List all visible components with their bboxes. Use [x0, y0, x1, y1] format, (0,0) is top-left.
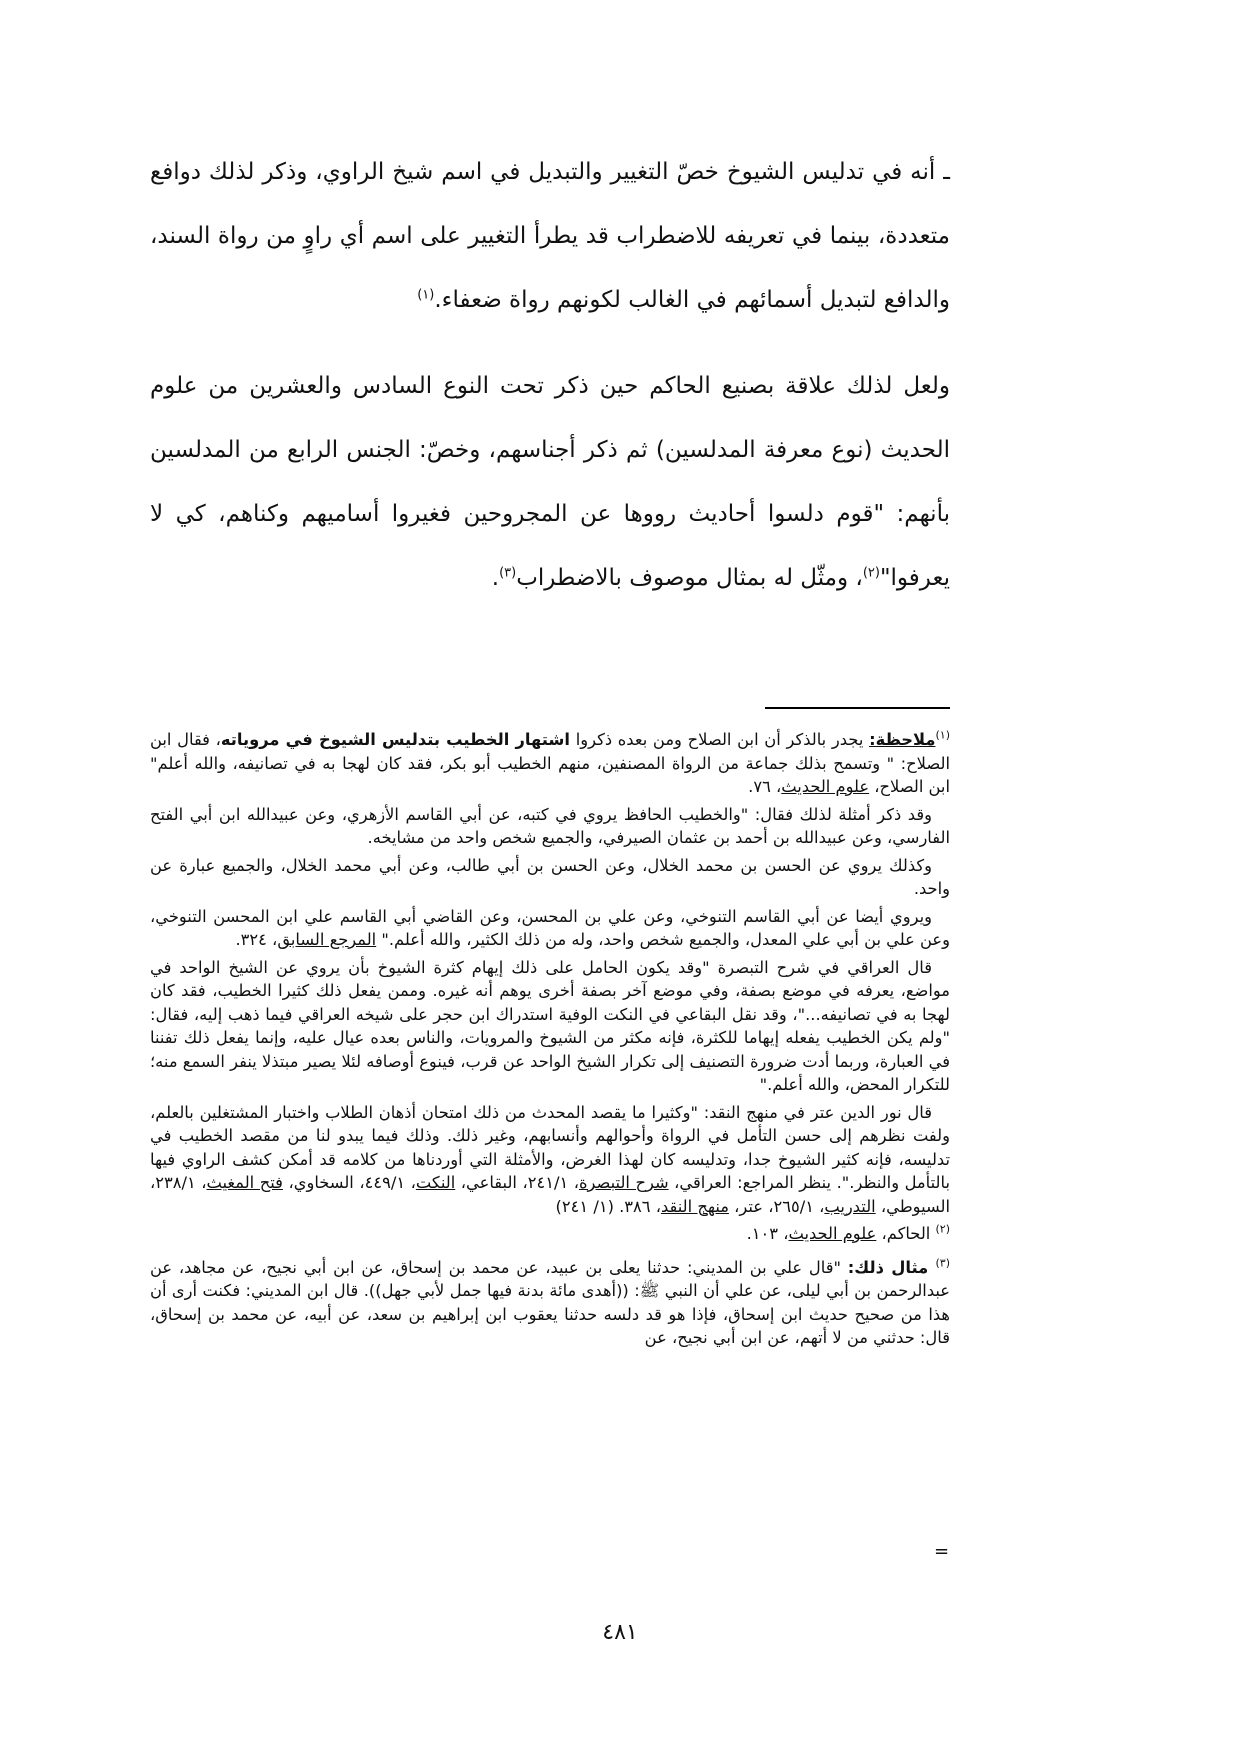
footnote-1-para-5: قال العراقي في شرح التبصرة "وقد يكون الحامل على ذلك إيهام كثرة الشيوخ بأن يروي عن الشيخ الواحد في مواضع، يعرفه في موضع بصفة، وفي موضع آخر بصفة أخرى يوهم أنه غيره. وممن يفعل ذلك كثيرا الخطيب، فقد كان لهجا به في تصانيفه..."، وقد نقل البقاعي في النكت الوفية استدراك ابن حجر على شيخه العراقي فيما ذهب إليه، فقال: "ولم يكن الخطيب يفعله إيهاما للكثرة، فإنه مكثر من الشيوخ والمرويات، والناس بعده عيال عليه، وإنما يفعل ذلك تفننا في العبارة، وربما أدت ضرورة التصنيف إلى تكرار الشيخ الواحد عن قرب، فينوع أوصافه لئلا يصير مبتذلا ينفر السمع منه؛ للتكرار المحض، والله أعلم.": [150, 957, 950, 1094]
footnote-1-para-6: [150, 1101, 950, 1219]
paragraph-1-text: ـ أنه في تدليس الشيوخ خصّ التغيير والتبديل في اسم شيخ الراوي، وذكر لذلك دوافع متعددة، بينما في تعريفه للاضطراب قد يطرأ التغيير على اسم أي راوٍ من رواة السند، والدافع لتبديل أسمائهم في الغالب لكونهم رواة ضعفاء.: [150, 159, 950, 313]
main-text: [150, 140, 950, 610]
footnote-ref-3[interactable]: (٣): [499, 565, 517, 581]
footnote-1-para-6-d: ، ٢٣٨/١، السيوطي،: [150, 1173, 950, 1216]
footnote-2-text: الحاكم،: [876, 1224, 936, 1243]
footnote-1-para-4: [150, 905, 950, 952]
footnotes: [150, 728, 950, 1354]
footnote-1-source: علوم الحديث: [781, 777, 870, 796]
footnote-1-para-6-b: ، ٢٤١/١، البقاعي،: [455, 1173, 579, 1192]
footnote-1-para-6-text: قال نور الدين عتر في منهج النقد: "وكثيرا ما يقصد المحدث من ذلك امتحان أذهان الطلاب واختبار المشتغلين بالعلم، ولفت نظرهم إلى حسن التأمل في الرواة وأحوالهم وأنسابهم، وغير ذلك. وذلك فيما يبدو لنا من مقصد الخطيب في تدليسه، فإنه كثير الشيوخ جدا، وتدليسه كان لهذا الغرض، والأمثلة التي أوردناها من كلامه قد أمكن كشف الراوي فيها بالتأمل والنظر.". ينظر المراجع: العراقي،: [150, 1102, 950, 1192]
footnote-2-source: علوم الحديث: [788, 1224, 877, 1243]
paragraph-2-tail: ، ومثّل له بمثال موصوف بالاضطراب: [516, 565, 863, 591]
footnote-1-bold: اشتهار الخطيب بتدليس الشيوخ في مروياته: [220, 730, 570, 749]
footnote-ref-1[interactable]: (١): [417, 287, 435, 303]
page-number: ٤٨١: [602, 1620, 638, 1645]
paragraph-2-text: ولعل لذلك علاقة بصنيع الحاكم حين ذكر تحت النوع السادس والعشرين من علوم الحديث (نوع معرفة المدلسين) ثم ذكر أجناسهم، وخصّ: الجنس الرابع من المدلسين بأنهم: "قوم دلسوا أحاديث رووها عن المجروحين فغيروا أساميهم وكناهم، كي لا يعرفوا": [150, 373, 950, 591]
reference-alnukat: النكت: [415, 1173, 456, 1192]
footnote-2-end: ، ١٠٣.: [746, 1224, 789, 1243]
footnote-ref-2[interactable]: (٢): [862, 565, 880, 581]
reference-sharh-altabsira: شرح التبصرة: [579, 1173, 669, 1192]
footnote-1-end: ، ٧٦.: [748, 777, 782, 796]
footnote-1-para-4-source: المرجع السابق: [277, 930, 377, 949]
footnote-1-label: ملاحظة:: [869, 730, 936, 749]
footnote-1-para-6-c: ، ٤٤٩/١، السخاوي،: [282, 1173, 416, 1192]
reference-altadrib: التدريب: [824, 1196, 876, 1216]
continuation-mark: =: [934, 1541, 950, 1562]
footnote-1-text-a: يجدر بالذكر أن ابن الصلاح ومن بعده ذكروا: [570, 730, 870, 749]
footnote-3-text: "قال علي بن المديني: حدثنا يعلى بن عبيد، عن محمد بن إسحاق، عن ابن أبي نجيح، عن مجاهد، عن عبدالرحمن بن أبي ليلى، عن علي أن النبي ﷺ: ((أهدى مائة بدنة فيها جمل لأبي جهل)). قال ابن المديني: فكنت أرى أن هذا من صحيح حديث ابن إسحاق، فإذا هو قد دلسه حدثنا يعقوب ابن إبراهيم بن سعد، عن أبيه، عن محمد بن إسحاق، قال: حدثني من لا أتهم، عن ابن أبي نجيح، عن: [150, 1257, 950, 1347]
reference-fath-almughith: فتح المغيث: [206, 1173, 283, 1192]
footnote-1-para-4-text: ويروي أيضا عن أبي القاسم التنوخي، وعن علي بن المحسن، وعن القاضي أبي القاسم علي ابن المحسن التنوخي، وعن علي بن أبي علي المعدل، والجميع شخص واحد، وله من ذلك الكثير، والله أعلم.": [150, 906, 950, 949]
footnote-1-para-4-end: ، ٣٢٤.: [235, 930, 278, 949]
footnote-3-number: (٣): [935, 1256, 950, 1270]
footnote-2: [150, 1222, 950, 1246]
footnote-1-para-6-e: ، ٢٦٥/١، عتر،: [728, 1196, 825, 1216]
footnote-3: [150, 1256, 950, 1350]
reference-manhaj-alnaqd: منهج النقد: [660, 1196, 729, 1216]
footnote-1-para-3: وكذلك يروي عن الحسن بن محمد الخلال، وعن الحسن بن أبي طالب، وعن أبي محمد الخلال، والجميع عبارة عن واحد.: [150, 855, 950, 898]
footnote-1-para-2: وقد ذكر أمثلة لذلك فقال: "والخطيب الحافظ يروي في كتبه، عن أبي القاسم الأزهري، وعن عبيدالله ابن أبي الفتح الفارسي، وعن عبيدالله بن أحمد بن عثمان الصيرفي، والجميع شخص واحد من مشايخه.: [150, 804, 950, 847]
paragraph-2-end: .: [491, 565, 500, 591]
paragraph-1: [150, 140, 950, 332]
paragraph-2: [150, 354, 950, 610]
footnote-1-text-b: ، فقال ابن الصلاح: " وتسمح بذلك جماعة من الرواة المصنفين، منهم الخطيب أبو بكر، فقد كان لهجا به في تصانيفه، والله أعلم" ابن الصلاح،: [150, 730, 950, 796]
footnote-1: [150, 728, 950, 799]
footnote-2-number: (٢): [935, 1222, 950, 1236]
footnote-1-para-6-f: ، ٣٨٦. (١/ ٢٤١): [555, 1196, 661, 1216]
footnote-3-label: مثال ذلك:: [847, 1257, 936, 1277]
footnote-separator: [765, 707, 950, 709]
footnote-1-number: (١): [935, 728, 950, 742]
